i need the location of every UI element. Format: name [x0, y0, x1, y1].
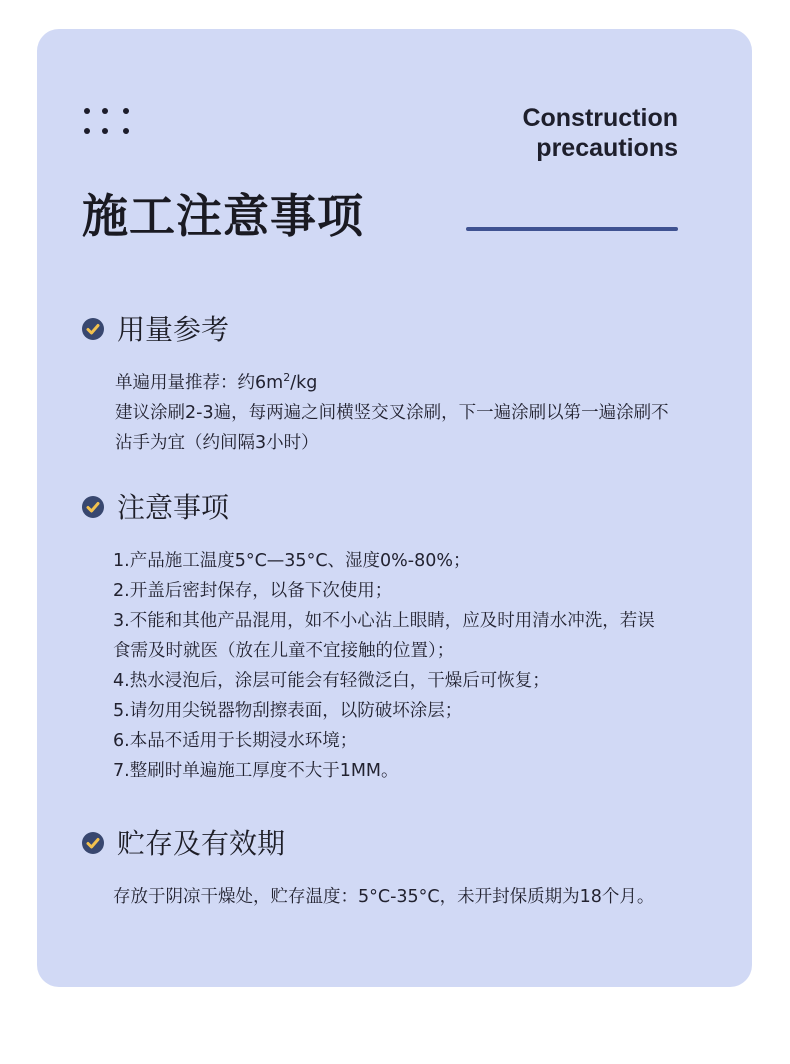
list-item: 7.整刷时单遍施工厚度不大于1MM。 [113, 761, 399, 781]
section-usage [82, 312, 722, 458]
check-circle-icon [82, 832, 104, 854]
title-underline [466, 227, 678, 231]
list-item: 4.热水浸泡后，涂层可能会有轻微泛白，干燥后可恢复； [113, 671, 550, 691]
list-item: 食需及时就医（放在儿童不宜接触的位置）； [113, 641, 455, 661]
list-item: 3.不能和其他产品混用，如不小心沾上眼睛，应及时用清水冲洗，若误 [113, 611, 655, 631]
list-item: 2.开盖后密封保存，以备下次使用； [113, 581, 393, 601]
section-title: 注意事项 [117, 491, 230, 524]
list-item: 1.产品施工温度5°C—35°C、湿度0%-80%； [113, 551, 471, 571]
usage-superscript: 2 [283, 371, 291, 385]
body-line: 存放于阴凉干燥处，贮存温度：5°C-35°C，未开封保质期为18个月。 [113, 887, 655, 907]
body-line: 建议涂刷2-3遍，每两遍之间横竖交叉涂刷，下一遍涂刷以第一遍涂刷不 [115, 403, 669, 423]
check-circle-icon [82, 318, 104, 340]
list-item: 5.请勿用尖锐器物刮擦表面，以防破坏涂层； [113, 701, 463, 721]
section-storage [82, 826, 722, 912]
section-title: 贮存及有效期 [117, 827, 286, 860]
section-precautions [82, 490, 722, 786]
usage-unit: /kg [290, 373, 318, 393]
usage-line [115, 368, 722, 398]
list-item: 6.本品不适用于长期浸水环境； [113, 731, 358, 751]
page-title: 施工注意事项 [82, 189, 364, 243]
section-body [113, 882, 722, 912]
section-body [115, 368, 722, 458]
usage-label: 单遍用量推荐：约6m [115, 373, 284, 393]
section-title: 用量参考 [117, 313, 230, 346]
section-body [113, 546, 722, 786]
dots-grid-icon [82, 106, 142, 146]
english-title: Construction precautions [522, 104, 678, 162]
body-line: 沾手为宜（约间隔3小时） [115, 433, 319, 453]
check-circle-icon [82, 496, 104, 518]
